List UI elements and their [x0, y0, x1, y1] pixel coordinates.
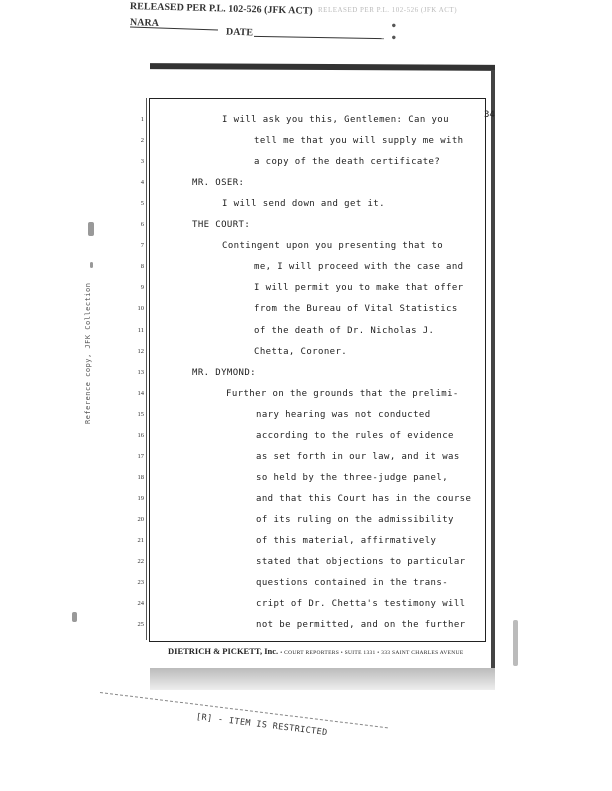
- transcript-line: cript of Dr. Chetta's testimony will: [256, 599, 466, 610]
- stamp-line-1: RELEASED PER P.L. 102-526 (JFK ACT): [129, 1, 313, 17]
- line-number: 25: [137, 621, 144, 629]
- line-number: 18: [137, 473, 144, 481]
- speck: ●: [392, 22, 396, 29]
- line-number: 16: [137, 431, 144, 439]
- transcript-line: from the Bureau of Vital Statistics: [254, 304, 458, 315]
- line-number: 5: [140, 200, 144, 208]
- page-number: 34: [484, 110, 495, 120]
- faint-header: RELEASED PER P.L. 102-526 (JFK ACT): [318, 6, 458, 14]
- line-number: 9: [140, 284, 144, 292]
- transcript-line: a copy of the death certificate?: [254, 157, 441, 168]
- footer: [168, 646, 464, 656]
- transcript-line: of its ruling on the admissibility: [256, 514, 454, 525]
- stamp-line-2: NARA: [129, 17, 160, 30]
- transcript-line: THE COURT:: [192, 220, 251, 231]
- release-stamp: [129, 0, 313, 39]
- transcript-line: nary hearing was not conducted: [256, 409, 431, 420]
- transcript-line: of the death of Dr. Nicholas J.: [254, 325, 435, 336]
- line-number: 2: [140, 137, 144, 145]
- transcript-line: so held by the three-judge panel,: [256, 472, 449, 483]
- page-bottom-shadow: [150, 668, 495, 690]
- line-number: 12: [137, 347, 144, 355]
- line-number: 6: [140, 221, 144, 229]
- line-number: 17: [137, 452, 144, 460]
- scan-smudge: [88, 222, 94, 236]
- line-number: 19: [137, 494, 144, 502]
- transcript-line: as set forth in our law, and it was: [256, 451, 460, 462]
- line-number: 22: [137, 558, 144, 566]
- transcript-line: Further on the grounds that the prelimi-: [226, 388, 459, 399]
- transcript-line: and that this Court has in the course: [256, 493, 472, 504]
- line-number: 7: [140, 242, 144, 250]
- speck: ●: [392, 34, 396, 41]
- page-right-edge: [491, 70, 495, 690]
- line-number: 1: [140, 116, 144, 123]
- line-number: 23: [137, 579, 144, 587]
- scan-smudge: [72, 612, 77, 622]
- line-number: 8: [140, 263, 144, 271]
- line-number: 13: [137, 368, 144, 376]
- transcript-line: MR. OSER:: [192, 178, 245, 189]
- transcript-line: questions contained in the trans-: [256, 578, 449, 589]
- transcript-line: Chetta, Coroner.: [254, 346, 348, 357]
- line-number: 3: [140, 158, 144, 166]
- transcript-line: I will permit you to make that offer: [254, 283, 464, 294]
- transcript-line: of this material, affirmatively: [256, 536, 437, 546]
- scan-smudge: [90, 262, 93, 268]
- stamp-date-label: DATE: [225, 26, 254, 39]
- side-reference-note: Reference copy, JFK Collection: [84, 282, 92, 424]
- line-number: 20: [137, 515, 144, 523]
- line-number: 15: [137, 410, 144, 418]
- footer-firm: DIETRICH & PICKETT, Inc.: [168, 646, 279, 656]
- restricted-note: [R] - ITEM IS RESTRICTED: [195, 712, 329, 739]
- scan-smudge: [513, 620, 518, 666]
- transcript-line: I will ask you this, Gentlemen: Can you: [222, 115, 449, 125]
- transcript-line: I will send down and get it.: [222, 199, 385, 210]
- footer-details: • COURT REPORTERS • SUITE 1331 • 333 SAINT CHARLES AVENUE: [280, 650, 464, 656]
- line-number: 11: [137, 326, 144, 334]
- transcript-line: not be permitted, and on the further: [256, 620, 466, 631]
- transcript-line: according to the rules of evidence: [256, 430, 454, 441]
- transcript-line: tell me that you will supply me with: [254, 136, 464, 147]
- line-number: 10: [137, 305, 144, 313]
- stamp-date-line: [254, 36, 384, 39]
- transcript-line: stated that objections to particular: [256, 557, 466, 568]
- transcript-line: MR. DYMOND:: [192, 367, 257, 378]
- transcript-line: Contingent upon you presenting that to: [222, 241, 444, 252]
- line-number: 24: [137, 600, 144, 608]
- line-number: 21: [137, 537, 144, 544]
- page-top-edge: [150, 63, 495, 71]
- line-number: 4: [140, 179, 144, 187]
- transcript-line: me, I will proceed with the case and: [254, 262, 464, 273]
- line-number: 14: [137, 389, 144, 397]
- margin-rule: [146, 98, 147, 640]
